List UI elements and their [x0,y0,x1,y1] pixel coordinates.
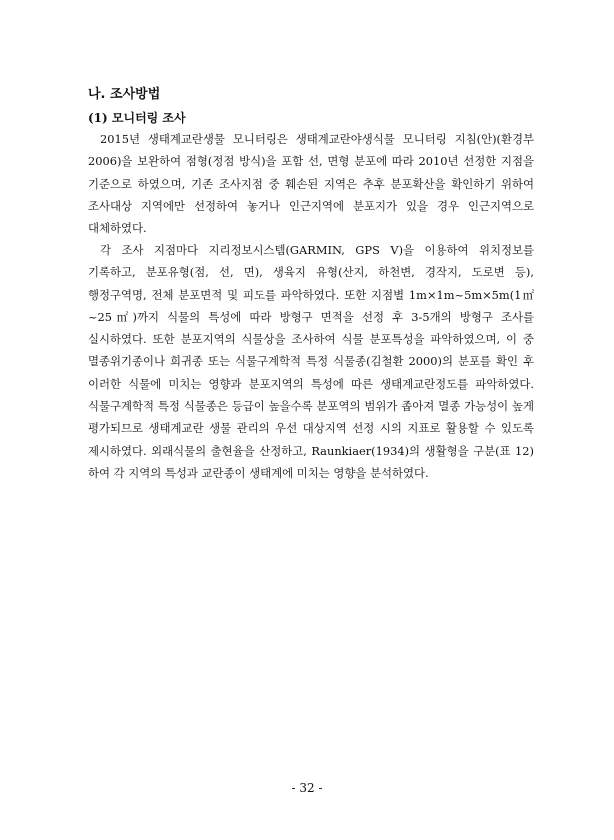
paragraph-monitoring-overview: 2015년 생태계교란생물 모니터링은 생태계교란야생식물 모니터링 지침(안)(환경부 2006)을 보완하여 점형(정점 방식)을 포함 선, 면형 분포에 따라 2010년 선정한 지점을 기준으로 하였으며, 기존 조사지점 중 훼손된 지역은 추후 분포확산을 확인하기 위하여 조사대상 지역에만 선정하여 놓거나 인근지역에 분포지가 있을 경우 인근지역으로 대체하였다. [88,132,534,236]
page-number: - 32 - [291,781,323,795]
paragraph-survey-method: 각 조사 지점마다 지리정보시스템(GARMIN, GPS V)을 이용하여 위치정보를 기록하고, 분포유형(점, 선, 면), 생육지 유형(산지, 하천변, 경작지, 도로변 등), 행정구역명, 전체 분포면적 및 피도를 파악하였다. 또한 지점별 1m×1m~5m×5m(1㎡~25㎡)까지 식물의 특성에 따라 방형구 면적을 선정 후 3-5개의 방형구 조사를 실시하였다. 또한 분포지역의 식물상을 조사하여 식물 분포특성을 파악하였으며, 이 중 멸종위기종이나 희귀종 또는 식물구계학적 특정 식물종(김철환 2000)의 분포를 확인 후 이러한 식물에 미치는 영향과 분포지역의 특성에 따른 생태계교란정도를 파악하였다. 식물구계학적 특정 식물종은 등급이 높을수록 분포역의 범위가 좁아져 멸종 가능성이 높게 평가되므로 생태계교란 생물 관리의 우선 대상지역 선정 시의 지표로 활용할 수 있도록 제시하였다. 외래식물의 출현율을 산정하고, Raunkiaer(1934)의 생활형을 구분(표 12)하여 각 지역의 특성과 교란종이 생태계에 미치는 영향을 분석하였다. [88,243,534,480]
sub-heading: (1) 모니터링 조사 [88,111,186,125]
section-heading: 나. 조사방법 [88,87,161,102]
